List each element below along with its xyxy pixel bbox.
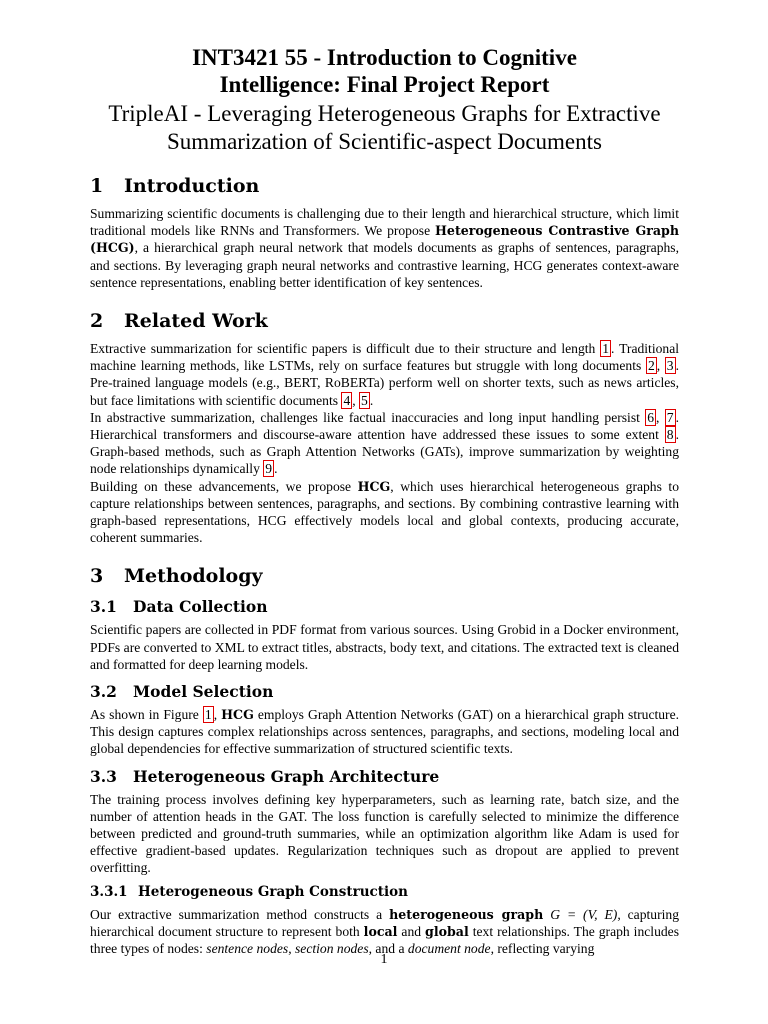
text-run: employs Graph Attention Networks (GAT) on a hierarchical graph structure. This design captures complex relationships across sentences, paragraphs, and sections, modeling local and global dependencies for effective summarization of structured scientific texts.: [90, 707, 680, 757]
text-run: ,: [288, 941, 295, 957]
italic-term: document node: [407, 941, 491, 957]
text-run: . Graph-based methods, such as Graph Attention Networks (GATs), improve summarization by weighting node relationships dynamically: [90, 427, 679, 477]
paper-title-line-2: Intelligence: Final Project Report: [219, 72, 550, 97]
section-number: 3: [90, 565, 104, 588]
introduction-paragraph: [90, 205, 679, 291]
bold-term: heterogeneous graph: [389, 906, 544, 922]
subsubsection-title: Heterogeneous Graph Construction: [138, 883, 408, 900]
citation-link[interactable]: 1: [602, 341, 610, 357]
section-heading-methodology: [90, 564, 679, 588]
text-run: , which uses hierarchical heterogeneous graphs to capture relationships between sentences, paragraphs, and sections. By combining contrastive learning with graph-based representations, HCG effectively models local and global contexts, producing accurate, coherent summaries.: [90, 478, 679, 546]
text-run: Summarizing scientific documents is challenging due to their length and hierarchical structure, which limit traditional models like RNNs and Transformers. We propose: [90, 206, 679, 239]
title-block: [90, 44, 679, 156]
text-run: Building on these advancements, we propose: [90, 478, 358, 494]
section-title: Methodology: [124, 565, 263, 588]
section-heading-related-work: [90, 309, 679, 333]
graph-construction-paragraph: [90, 906, 679, 958]
section-heading-introduction: [90, 174, 679, 198]
paper-title: [90, 44, 679, 98]
text-run: . Pre-trained language models (e.g., BERT, RoBERTa) perform well on shorter texts, such as news articles, but face limitations with scientific documents: [90, 358, 679, 408]
bold-term: global: [425, 923, 469, 939]
bold-term: local: [363, 923, 398, 939]
text-run: text relationships. The graph includes three types of nodes:: [90, 923, 679, 957]
related-work-paragraph-3: [90, 478, 679, 547]
subsection-number: 3.2: [90, 682, 117, 702]
section-title: Introduction: [124, 175, 260, 197]
text-run: In abstractive summarization, challenges like factual inaccuracies and long input handling persist: [90, 409, 646, 425]
subsection-title: Model Selection: [133, 682, 274, 702]
section-number: 1: [90, 175, 104, 197]
text-run: As shown in Figure: [90, 707, 203, 723]
related-work-paragraph-2: In abstractive summarization, challenges like factual inaccuracies and long input handling persist 6 , 7 . Hierarchical transformers and discourse-aware attention have addressed these issues to some extent 8 . Graph-based methods, such as Graph Attention Networks (GATs), improve summarization by weighting node relationships dynamically 9 .: [90, 409, 679, 477]
text-run: and: [397, 923, 426, 939]
bold-term: Heterogeneous Contrastive Graph (HCG): [90, 223, 679, 256]
model-selection-paragraph: As shown in Figure 1 , HCG employs Graph Attention Networks (GAT) on a hierarchical graph structure. This design captures complex relationships across sentences, paragraphs, and sections, modeling local and global dependencies for effective summarization of structured scientific texts.: [90, 707, 680, 757]
subsection-title: Data Collection: [133, 597, 268, 617]
citation-link[interactable]: 9: [265, 461, 273, 477]
paper-subtitle: [90, 100, 679, 156]
subsubsection-number: 3.3.1: [90, 883, 128, 900]
subsection-title: Heterogeneous Graph Architecture: [133, 766, 440, 786]
bold-term: HCG: [221, 707, 254, 723]
citation-link[interactable]: 6: [647, 409, 655, 425]
text-run: , and a: [368, 941, 408, 957]
paper-subtitle-line-1: TripleAI - Leveraging Heterogeneous Graphs for Extractive: [108, 101, 661, 126]
italic-term: section nodes: [295, 941, 369, 957]
subsection-heading-model-selection: [90, 681, 679, 702]
text-run: , a hierarchical graph neural network that models documents as graphs of sentences, paragraphs, and sections. By leveraging graph neural networks and contrastive learning, HCG generates context-aware sentence representations, enabling better identification of key sentences.: [90, 240, 679, 290]
subsubsection-heading-graph-construction: [90, 883, 679, 902]
subsection-number: 3.3: [90, 766, 117, 786]
italic-term: sentence nodes: [206, 941, 289, 957]
subsection-heading-graph-architecture: [90, 766, 679, 787]
paper-subtitle-line-2: Summarization of Scientific-aspect Documents: [167, 129, 602, 154]
bold-term: HCG: [357, 478, 391, 494]
text-run: The training process involves defining key hyperparameters, such as learning rate, batch size, and the number of attention heads in the GAT. The loss function is carefully selected to minimize the difference between predicted and ground-truth summaries, while an optimization algorithm like Adam is used for effective gradient-based updates. Regularization techniques such as dropout are applied to prevent overfitting.: [90, 791, 679, 876]
text-run: Extractive summarization for scientific papers is difficult due to their structure and length: [90, 341, 601, 357]
citation-link[interactable]: 5: [361, 392, 368, 408]
section-title: Related Work: [124, 310, 268, 333]
text-run: Our extractive summarization method constructs a: [90, 906, 390, 922]
text-run: , reflecting varying: [490, 941, 595, 957]
math-expression: G = (V, E): [550, 906, 618, 922]
citation-link[interactable]: 2: [647, 358, 655, 374]
citation-link[interactable]: 8: [666, 427, 674, 443]
citation-link[interactable]: 3: [666, 358, 674, 374]
data-collection-paragraph: [90, 621, 679, 673]
citation-link[interactable]: 4: [343, 392, 351, 408]
graph-architecture-paragraph: [90, 791, 679, 877]
subsection-heading-data-collection: [90, 596, 679, 617]
section-number: 2: [90, 310, 104, 333]
page-number: 1: [380, 952, 388, 967]
subsection-number: 3.1: [90, 597, 117, 617]
text-run: , capturing hierarchical document structure to represent both: [90, 906, 679, 939]
citation-link[interactable]: 7: [666, 409, 674, 425]
paper-title-line-1: INT3421 55 - Introduction to Cognitive: [192, 45, 577, 70]
related-work-paragraph-1: Extractive summarization for scientific papers is difficult due to their structure and length 1 . Traditional machine learning methods, like LSTMs, rely on surface features but struggle with long documents 2 , 3 . Pre-trained language models (e.g., BERT, RoBERTa) perform well on shorter texts, such as news articles, but face limitations with scientific documents 4 , 5 .: [90, 341, 680, 408]
figure-reference-link[interactable]: 1: [204, 707, 212, 723]
text-run: . Hierarchical transformers and discourse-aware attention have addressed these issues to some extent: [90, 409, 679, 443]
text-run: Scientific papers are collected in PDF format from various sources. Using Grobid in a Docker environment, PDFs are converted to XML to extract titles, abstracts, body text, and citations. The extracted text is cleaned and formatted for deep learning models.: [90, 622, 679, 672]
text-run: . Traditional machine learning methods, like LSTMs, rely on surface features but struggle with long documents: [90, 341, 680, 374]
